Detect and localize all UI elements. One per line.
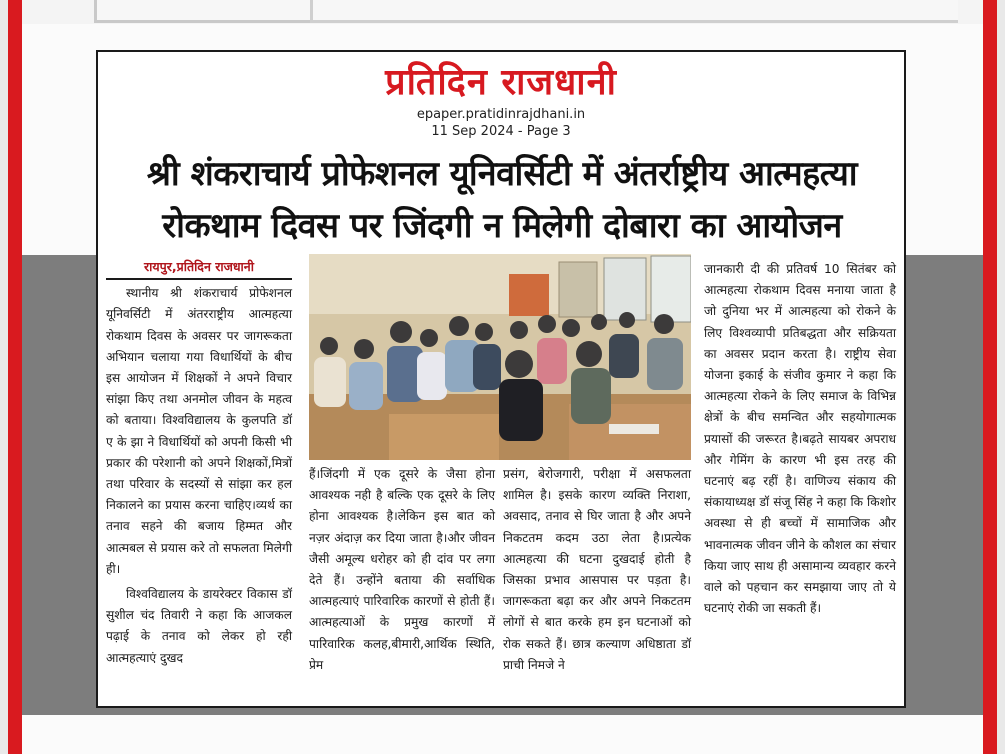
article-column-3 [503, 464, 691, 676]
column-2-paragraph: हैं।जिंदगी में एक दूसरे के जैसा होना आवश्यक नही है बल्कि एक दूसरे के लिए होना आवश्यक है।लेकिन इस बात को नज़र अंदाज़ कर दिया जाता है।और जीवन जैसी अमूल्य धरोहर को ही दांव पर लगा देते हैं। उन्होंने बताया की सर्वाधिक आत्महत्याएं पारिवारिक कारणों से होती हैं। आत्महत्याओं के प्रमुख कारणों में पारिवारिक कलह,बीमारी,आर्थिक स्थिति, प्रेम [309, 467, 495, 672]
toolbar-tab-right[interactable] [310, 0, 958, 23]
epaper-url[interactable]: epaper.pratidinrajdhani.in [416, 107, 586, 122]
newspaper-clipping [96, 50, 906, 708]
date-page: 11 Sep 2024 - Page 3 [431, 124, 571, 139]
column-4-paragraph: जानकारी दी की प्रतिवर्ष 10 सितंबर को आत्महत्या रोकथाम दिवस मनाया जाता है जो दुनिया भर में आत्महत्या को रोकने के लिए विश्वव्यापी प्रतिबद्धता और सक्रियता का अवसर प्रदान करता है। राष्ट्रीय सेवा योजना इकाई के संजीव कुमार ने कहा कि आत्महत्या रोकने के लिए समाज के विभिन्न क्षेत्रों के बीच समन्वित और सहयोगात्मक प्रयासों की जरूरत है।बढ़ते सायबर अपराध और गेमिंग के कारण भी इस तरह की घटनाएं बढ़ रहीं है। वाणिज्य संकाय की संकायाध्यक्ष डॉ संजू सिंह ने कहा कि किशोर अवस्था से ही बच्चों में सामाजिक और भावनात्मक जीवन जीने के कौशल का संचार किया जाए साथ ही असामान्य व्यवहार करने वाले को पहचान कर समझाया जाए तो ये घटनाएं रोकी जा सकती हैं। [704, 262, 896, 616]
newspaper-masthead: प्रतिदिन राजधानी [385, 62, 617, 103]
article-photo [309, 254, 691, 460]
classroom-photo-illustration [309, 254, 691, 460]
headline-line-2: रोकथाम दिवस पर जिंदगी न मिलेगी दोबारा का आयोजन [162, 206, 842, 246]
column-1-paragraph-1: स्थानीय श्री शंकराचार्य प्रोफेशनल यूनिवर्सिटी में अंतरराष्ट्रीय आत्महत्या रोकथाम दिवस के अवसर पर जागरूकता अभियान चलाया गया विधार्थियों के बीच इस आयोजन में शिक्षकों ने अपने विचार सांझा किए तथा अनमोल जीवन के महत्व को बताया। विश्वविद्यालय के कुलपति डॉ ए के झा ने विधार्थियों को अपनी किसी भी प्रकार की परेशानी को अपने शिक्षकों,मित्रों तथा परिवार के सदस्यों से सांझा कर हल निकालने का प्रयास करना चाहिए।व्यर्थ का तनाव सहने की बजाय हिम्मत और आत्मबल से प्रयास करे तो सफलता मिलेगी ही। [106, 286, 292, 576]
article-column-4 [704, 259, 896, 619]
column-1-paragraph-2: विश्वविद्यालय के डायरेक्टर विकास डॉ सुशील चंद तिवारी ने कहा कि आजकल पढ़ाई के तनाव को लेकर हो रही आत्महत्याएं दुखद [106, 587, 292, 665]
article-column-2 [309, 464, 495, 676]
app-top-bar [22, 0, 983, 24]
column-3-paragraph: प्रसंग, बेरोजगारी, परीक्षा में असफलता शामिल है। इसके कारण व्यक्ति निराशा, अवसाद, तनाव से घिर जाता है और अपने निकटतम कदम उठा लेता है।प्रत्येक आत्महत्या की घटना दुखदाई होती है जिसका प्रभाव आसपास पर पड़ता है।जागरूकता बढ़ा कर और अपने निकटतम लोगों से बात करके हम इन घटनाओं को रोक सकते हैं। छात्र कल्याण अधिष्ठाता डॉ प्राची निमजे ने [503, 467, 691, 672]
article-column-1 [106, 256, 292, 669]
article-dateline: रायपुर,प्रतिदिन राजधानी [106, 256, 292, 280]
headline-line-1: श्री शंकराचार्य प्रोफेशनल यूनिवर्सिटी में अंतर्राष्ट्रीय आत्महत्या [146, 154, 858, 194]
article-headline [104, 148, 900, 252]
right-red-frame [983, 0, 997, 754]
left-red-frame [8, 0, 22, 754]
toolbar-tab-left[interactable] [94, 0, 312, 23]
